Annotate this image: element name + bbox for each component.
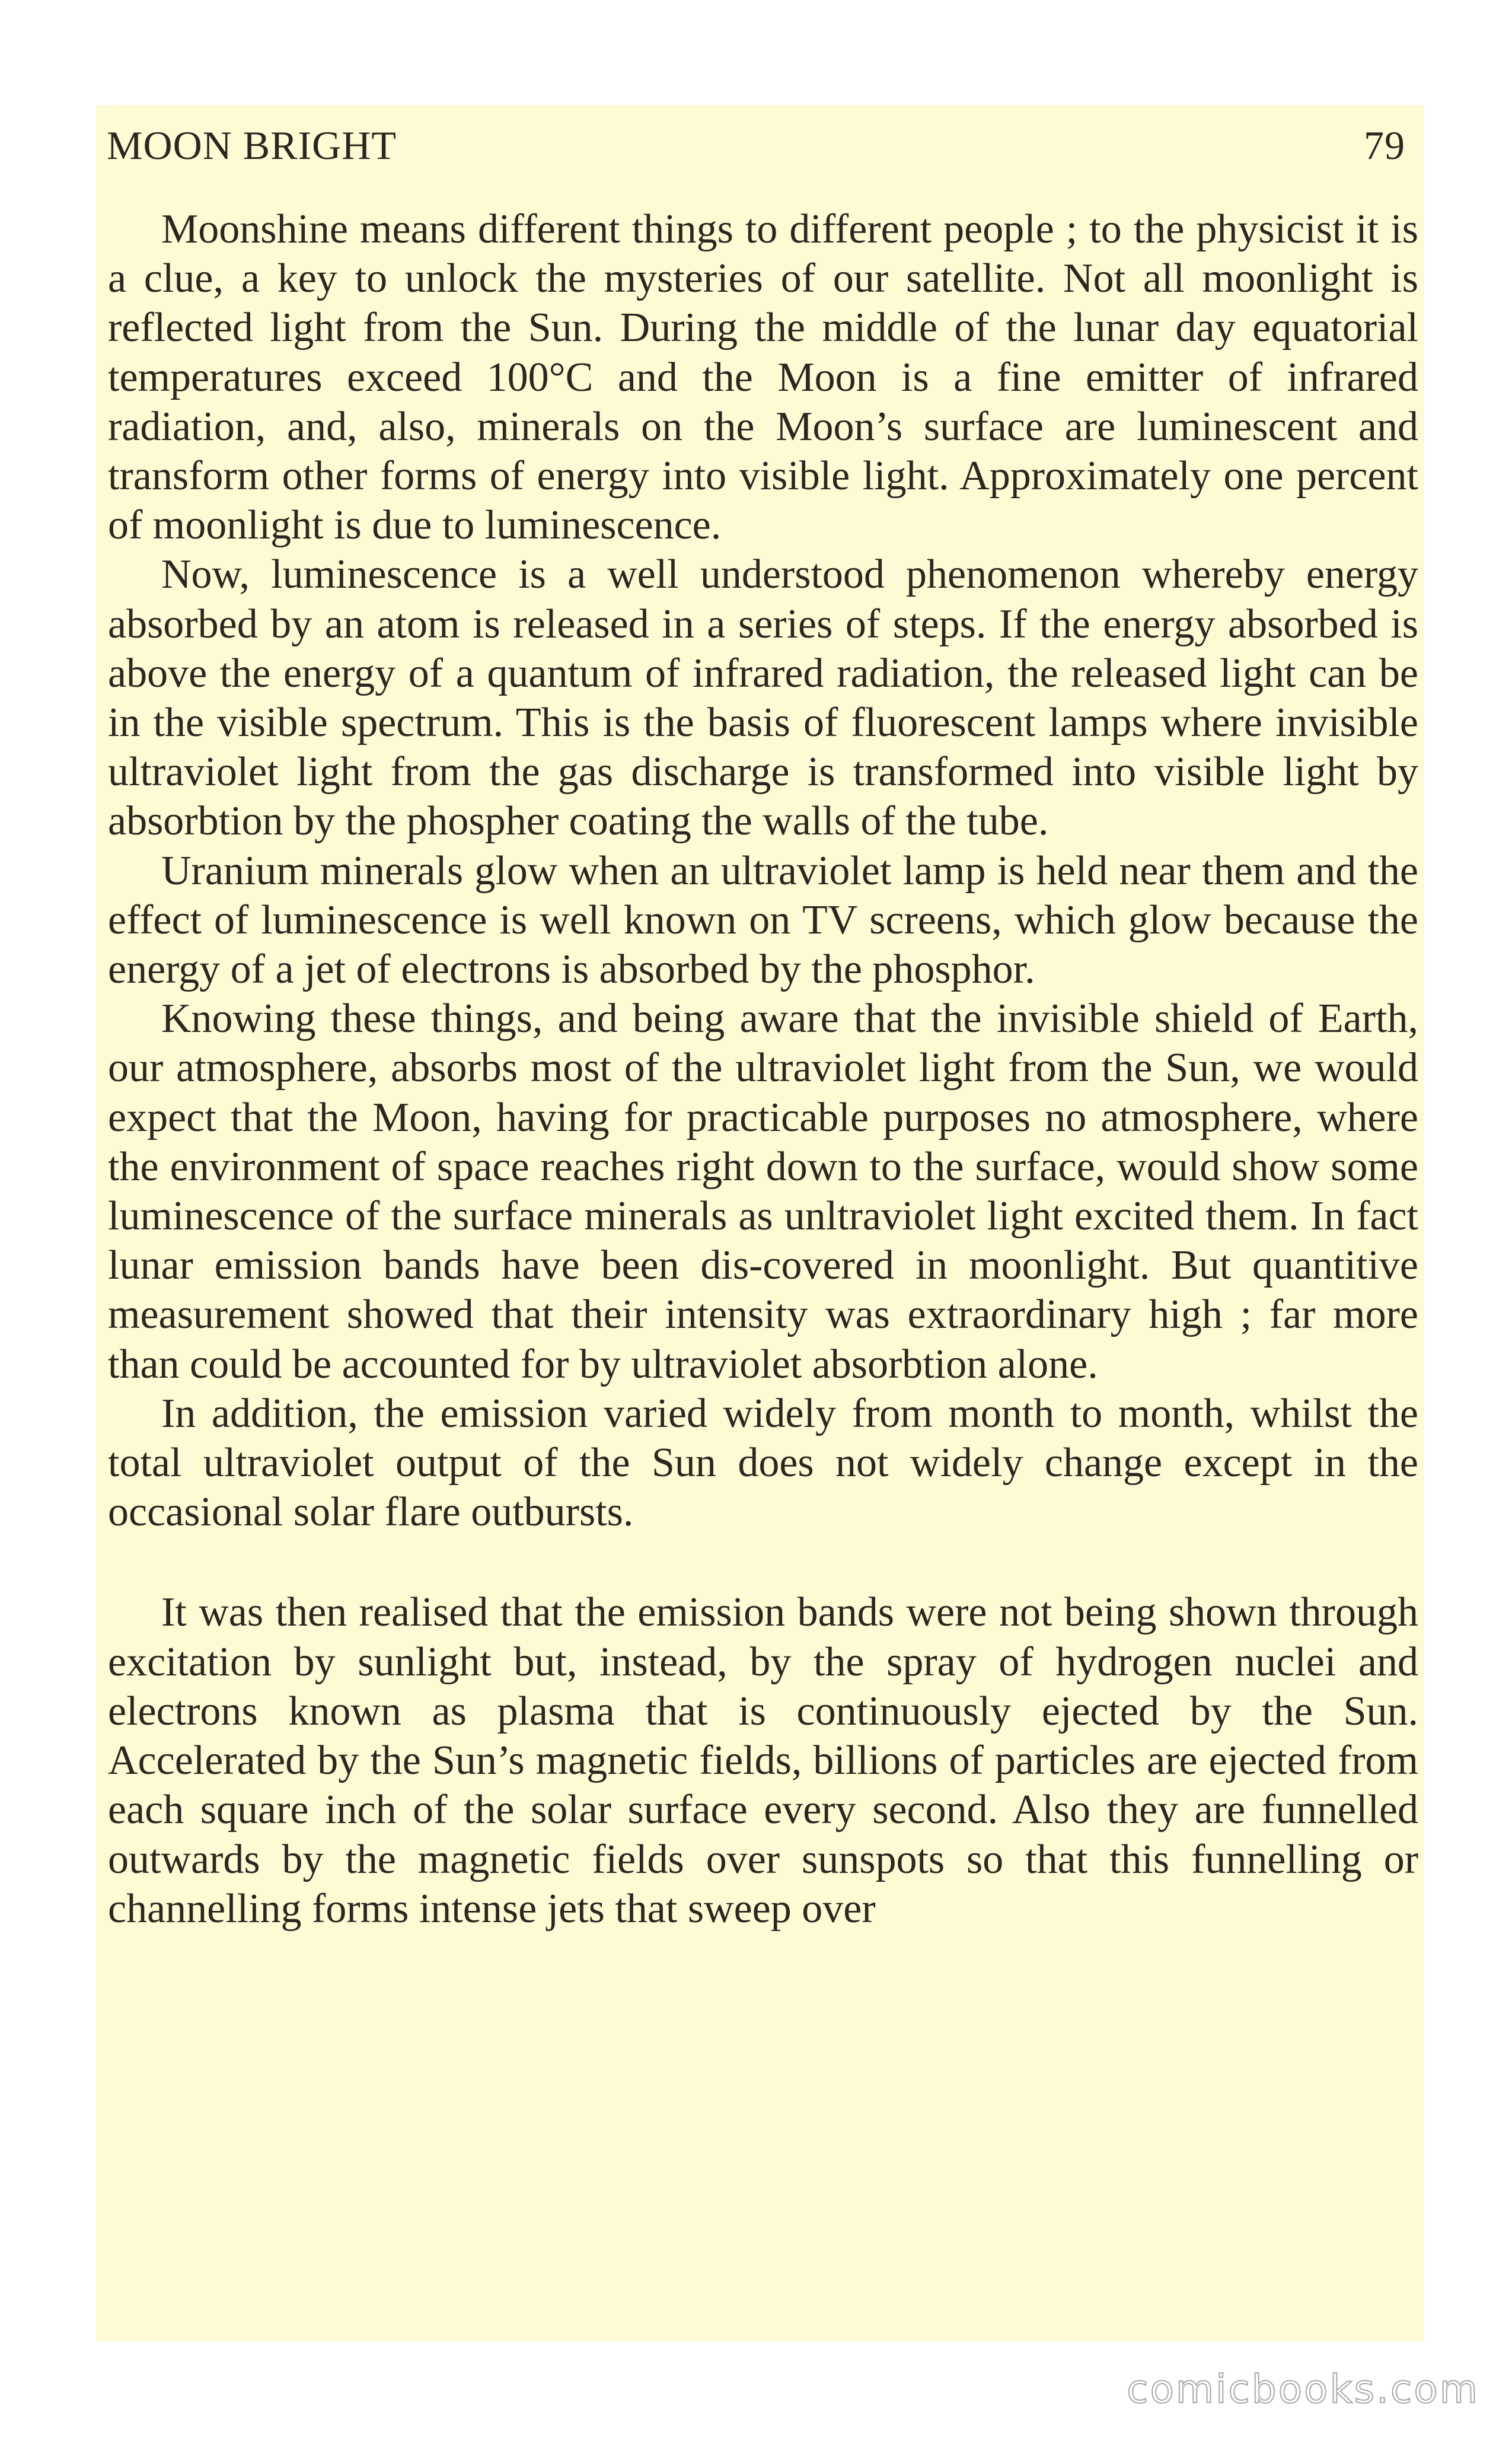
page-number: 79 <box>1364 123 1405 168</box>
paragraph-5: In addition, the emission varied widely from month to month, whilst the total ultraviolet output of the Sun does not widely change except in the occasional solar flare outbursts. <box>108 1390 1418 1535</box>
paragraph-2: Now, luminescence is a well understood phenomenon whereby energy absorbed by an atom is released in a series of steps. If the energy absorbed is above the energy of a quantum of infrared radiation, the released light can be in the visible spectrum. This is the basis of fluorescent lamps where invisible ultraviolet light from the gas discharge is transformed into visible light by absorbtion by the phospher coating the walls of the tube. <box>108 552 1418 845</box>
running-head: MOON BRIGHT <box>107 123 397 168</box>
body-text <box>108 205 1418 1933</box>
section-break <box>108 1537 1418 1588</box>
watermark: comicbooks.com <box>1127 2366 1479 2412</box>
paragraph-6: It was then realised that the emission bands were not being shown through excitation by sunlight but, instead, by the spray of hydrogen nuclei and electrons known as plasma that is continuously ejected by the Sun. Accelerated by the Sun’s magnetic fields, billions of particles are ejected from each square inch of the solar surface every second. Also they are funnelled outwards by the magnetic fields over sunspots so that this funnelling or channelling forms intense jets that sweep over <box>108 1589 1418 1932</box>
paragraph-1: Moonshine means different things to different people ; to the physicist it is a clue, a key to unlock the mysteries of our satellite. Not all moonlight is reflected light from the Sun. During the middle of the lunar day equatorial temperatures exceed 100°C and the Moon is a fine emitter of infrared radiation, and, also, minerals on the Moon’s surface are luminescent and transform other forms of energy into visible light. Approximately one percent of moonlight is due to luminescence. <box>108 206 1418 549</box>
paragraph-3: Uranium minerals glow when an ultraviolet lamp is held near them and the effect of luminescence is well known on TV screens, which glow because the energy of a jet of electrons is absorbed by the phosphor. <box>108 847 1418 993</box>
page-header <box>107 113 1405 178</box>
paragraph-4: Knowing these things, and being aware that the invisible shield of Earth, our atmosphere, absorbs most of the ultraviolet light from the Sun, we would expect that the Moon, having for practicable purposes no atmosphere, where the environment of space reaches right down to the surface, would show some luminescence of the surface minerals as unltraviolet light excited them. In fact lunar emission bands have been dis-covered in moonlight. But quantitive measurement showed that their intensity was extraordinary high ; far more than could be accounted for by ultraviolet absorbtion alone. <box>108 996 1418 1387</box>
